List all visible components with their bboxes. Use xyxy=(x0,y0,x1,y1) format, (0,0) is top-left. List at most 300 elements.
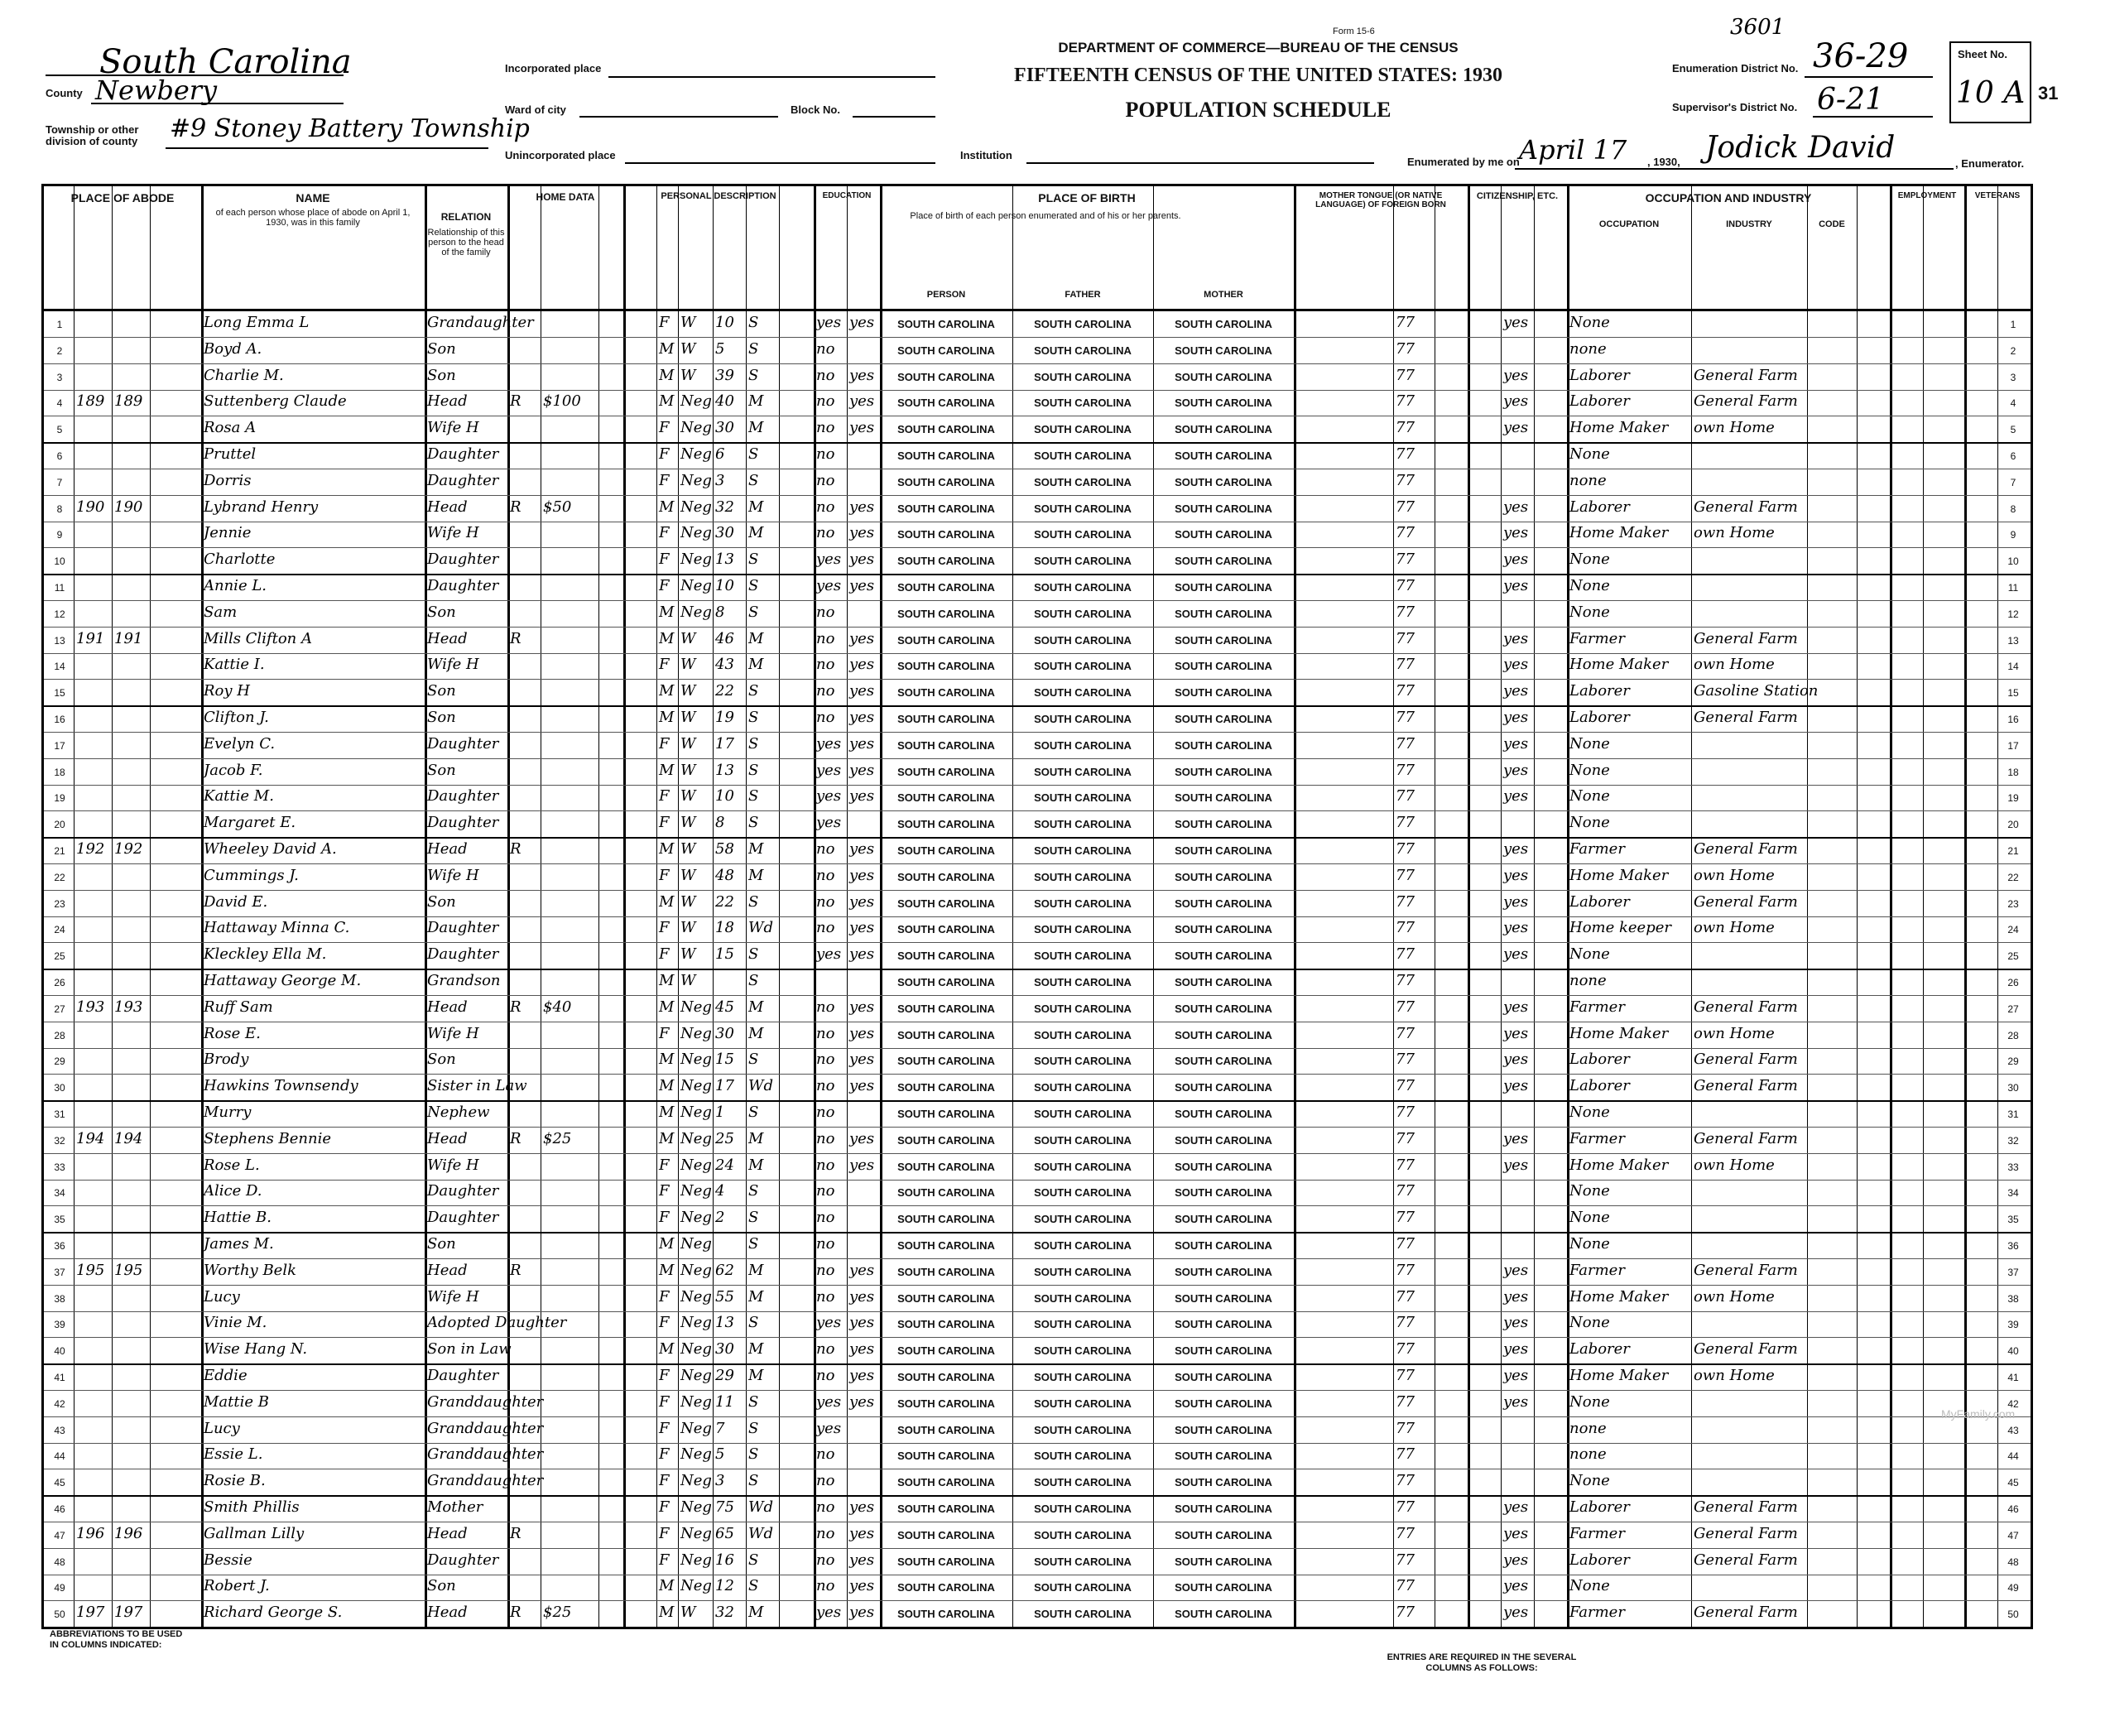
cell-sex: M xyxy=(659,498,675,516)
cell-age: 17 xyxy=(715,734,734,753)
cell-occ: None xyxy=(1569,761,1610,779)
cell-eng: yes xyxy=(1503,787,1529,805)
cell-pob: SOUTH CAROLINA xyxy=(897,738,995,752)
cell-eng: yes xyxy=(1503,919,1529,937)
header-industry: INDUSTRY xyxy=(1726,219,1772,229)
cell-mpob: SOUTH CAROLINA xyxy=(1175,660,1272,673)
cell-ind: General Farm xyxy=(1694,1498,1798,1516)
cell-fpob: SOUTH CAROLINA xyxy=(1034,1581,1132,1594)
header-citizenship: CITIZENSHIP, ETC. xyxy=(1476,191,1559,201)
cell-eng: yes xyxy=(1503,1024,1529,1042)
cell-ms: M xyxy=(748,656,764,674)
cell-line-number-right: 41 xyxy=(2007,1372,2019,1383)
cell-age: 29 xyxy=(715,1367,734,1384)
cell-code: 77 xyxy=(1396,761,1415,779)
cell-mpob: SOUTH CAROLINA xyxy=(1175,791,1272,805)
cell-ms: S xyxy=(748,787,759,805)
cell-age: 30 xyxy=(715,1024,734,1042)
cell-line-number-right: 35 xyxy=(2007,1214,2019,1226)
cell-sex: F xyxy=(659,1287,670,1306)
cell-line-number-right: 22 xyxy=(2007,871,2019,883)
cell-code: 77 xyxy=(1396,1392,1415,1411)
cell-age: 46 xyxy=(715,629,734,647)
department-title: DEPARTMENT OF COMMERCE—BUREAU OF THE CENSUS xyxy=(1058,40,1459,55)
cell-ms: S xyxy=(748,1182,759,1200)
cell-dw: 197 xyxy=(76,1604,105,1622)
cell-code: 77 xyxy=(1396,945,1415,964)
cell-eng: yes xyxy=(1503,892,1529,911)
sheet-side: 31 xyxy=(2038,83,2059,103)
cell-line-number-right: 12 xyxy=(2007,608,2019,620)
cell-school: no xyxy=(816,1182,835,1200)
cell-n: 25 xyxy=(54,950,65,963)
cell-ind: General Farm xyxy=(1694,1604,1798,1622)
table-row xyxy=(44,1363,2031,1391)
cell-rel: Grandson xyxy=(427,972,501,989)
cell-school: yes xyxy=(816,945,842,964)
cell-line-number-right: 14 xyxy=(2007,661,2019,673)
cell-line-number-right: 15 xyxy=(2007,687,2019,700)
cell-name: Worthy Belk xyxy=(204,1261,296,1279)
cell-pob: SOUTH CAROLINA xyxy=(897,528,995,541)
cell-ms: S xyxy=(748,603,759,621)
ed-label: Enumeration District No. xyxy=(1672,62,1799,75)
cell-race: Neg xyxy=(680,1261,712,1279)
cell-read: yes xyxy=(849,682,875,700)
cell-n: 35 xyxy=(54,1214,65,1226)
cell-school: no xyxy=(816,445,835,463)
cell-age: 62 xyxy=(715,1261,734,1279)
cell-race: Neg xyxy=(680,1051,712,1069)
cell-n: 33 xyxy=(54,1161,65,1173)
cell-eng: yes xyxy=(1503,419,1529,437)
cell-age: 65 xyxy=(715,1524,734,1542)
cell-mpob: SOUTH CAROLINA xyxy=(1175,976,1272,988)
cell-name: Wheeley David A. xyxy=(204,840,337,858)
cell-age: 16 xyxy=(715,1551,734,1569)
cell-name: Jacob F. xyxy=(204,761,263,779)
cell-fam: 189 xyxy=(114,392,143,411)
cell-home: R xyxy=(510,629,521,647)
incorporated-underline xyxy=(608,76,935,78)
cell-ind: General Farm xyxy=(1694,709,1798,726)
cell-code: 77 xyxy=(1396,1156,1415,1174)
cell-code: 77 xyxy=(1396,498,1415,516)
cell-rel: Son xyxy=(427,1235,456,1253)
cell-pob: SOUTH CAROLINA xyxy=(897,370,995,383)
cell-school: no xyxy=(816,1156,835,1174)
cell-pob: SOUTH CAROLINA xyxy=(897,581,995,594)
table-row xyxy=(44,810,2031,839)
cell-fpob: SOUTH CAROLINA xyxy=(1034,1503,1132,1515)
cell-line-number-right: 27 xyxy=(2007,1003,2019,1015)
cell-read: yes xyxy=(849,498,875,516)
cell-race: Neg xyxy=(680,603,712,621)
cell-n: 22 xyxy=(54,871,65,883)
cell-race: W xyxy=(680,682,696,700)
cell-ms: S xyxy=(748,1314,759,1332)
cell-age: 25 xyxy=(715,1129,734,1147)
cell-n: 49 xyxy=(54,1582,65,1594)
cell-name: Brody xyxy=(204,1051,249,1069)
cell-race: Neg xyxy=(680,1182,712,1200)
cell-line-number-right: 16 xyxy=(2007,714,2019,725)
cell-occ: Laborer xyxy=(1569,1498,1630,1516)
cell-read: yes xyxy=(849,366,875,384)
cell-n: 11 xyxy=(54,582,65,594)
cell-sex: F xyxy=(659,314,670,331)
cell-code: 77 xyxy=(1396,709,1415,726)
cell-race: W xyxy=(680,339,696,358)
cell-ind: General Farm xyxy=(1694,998,1798,1016)
cell-age: 3 xyxy=(715,471,725,489)
cell-sex: F xyxy=(659,1182,670,1200)
cell-occ: Laborer xyxy=(1569,892,1630,911)
cell-ind: General Farm xyxy=(1694,892,1798,911)
cell-rel: Mother xyxy=(427,1498,483,1516)
cell-school: yes xyxy=(816,1419,842,1437)
cell-pob: SOUTH CAROLINA xyxy=(897,1028,995,1041)
table-row xyxy=(44,1337,2031,1365)
cell-fam: 196 xyxy=(114,1524,143,1542)
cell-pob: SOUTH CAROLINA xyxy=(897,1608,995,1621)
cell-ms: S xyxy=(748,1577,759,1595)
cell-eng: yes xyxy=(1503,1498,1529,1516)
table-row xyxy=(44,916,2031,943)
cell-fpob: SOUTH CAROLINA xyxy=(1034,950,1132,963)
cell-name: Stephens Bennie xyxy=(204,1129,332,1147)
header-relation-desc: Relationship of this person to the head of the family xyxy=(427,228,505,257)
cell-ind: General Farm xyxy=(1694,366,1798,384)
cell-age: 12 xyxy=(715,1577,734,1595)
cell-ms: M xyxy=(748,1024,764,1042)
cell-line-number-right: 49 xyxy=(2007,1582,2019,1594)
cell-n: 2 xyxy=(56,344,63,357)
cell-read: yes xyxy=(849,656,875,674)
cell-name: Sam xyxy=(204,603,238,621)
cell-name: Boyd A. xyxy=(204,339,262,358)
cell-age: 17 xyxy=(715,1077,734,1095)
cell-n: 12 xyxy=(54,608,65,620)
header-code: CODE xyxy=(1819,219,1845,229)
cell-occ: Home Maker xyxy=(1569,1024,1669,1042)
cell-eng: yes xyxy=(1503,1604,1529,1622)
cell-race: Neg xyxy=(680,1498,712,1516)
cell-age: 13 xyxy=(715,1314,734,1332)
cell-ms: M xyxy=(748,840,764,858)
cell-mpob: SOUTH CAROLINA xyxy=(1175,1503,1272,1515)
table-row xyxy=(44,547,2031,575)
cell-line-number-right: 20 xyxy=(2007,819,2019,831)
cell-sex: M xyxy=(659,972,675,989)
cell-rel: Granddaughter xyxy=(427,1392,544,1411)
cell-val: $25 xyxy=(543,1604,572,1622)
cell-occ: Farmer xyxy=(1569,629,1625,647)
cell-sex: M xyxy=(659,1129,675,1147)
cell-eng: yes xyxy=(1503,761,1529,779)
cell-occ: none xyxy=(1569,471,1607,489)
cell-school: no xyxy=(816,366,835,384)
cell-pob: SOUTH CAROLINA xyxy=(897,713,995,725)
table-row xyxy=(44,1100,2031,1128)
cell-name: Mattie B xyxy=(204,1392,269,1411)
cell-ms: M xyxy=(748,498,764,516)
cell-rel: Daughter xyxy=(427,1367,499,1384)
cell-fpob: SOUTH CAROLINA xyxy=(1034,1160,1132,1173)
cell-age: 7 xyxy=(715,1419,725,1437)
cell-pob: SOUTH CAROLINA xyxy=(897,1397,995,1410)
cell-line-number-right: 30 xyxy=(2007,1082,2019,1094)
cell-occ: None xyxy=(1569,945,1610,964)
cell-rel: Son xyxy=(427,709,456,726)
cell-read: yes xyxy=(849,1498,875,1516)
cell-ms: M xyxy=(748,866,764,884)
cell-mpob: SOUTH CAROLINA xyxy=(1175,1318,1272,1331)
cell-school: no xyxy=(816,419,835,437)
cell-mpob: SOUTH CAROLINA xyxy=(1175,844,1272,857)
cell-eng: yes xyxy=(1503,1524,1529,1542)
cell-read: yes xyxy=(849,551,875,569)
cell-eng: yes xyxy=(1503,1287,1529,1306)
cell-ind: own Home xyxy=(1694,419,1775,437)
cell-code: 77 xyxy=(1396,1367,1415,1384)
cell-fpob: SOUTH CAROLINA xyxy=(1034,318,1132,330)
cell-age: 11 xyxy=(715,1392,734,1411)
ed-value: 36-29 xyxy=(1813,37,1909,75)
cell-school: no xyxy=(816,709,835,726)
cell-fam: 194 xyxy=(114,1129,143,1147)
cell-n: 28 xyxy=(54,1029,65,1041)
cell-race: Neg xyxy=(680,1024,712,1042)
table-row xyxy=(44,521,2031,548)
cell-mpob: SOUTH CAROLINA xyxy=(1175,1108,1272,1120)
cell-school: no xyxy=(816,1524,835,1542)
cell-mpob: SOUTH CAROLINA xyxy=(1175,528,1272,541)
cell-home: R xyxy=(510,1261,521,1279)
block-label: Block No. xyxy=(791,103,840,116)
cell-mpob: SOUTH CAROLINA xyxy=(1175,1555,1272,1568)
cell-pob: SOUTH CAROLINA xyxy=(897,502,995,515)
cell-n: 14 xyxy=(54,661,65,673)
cell-n: 36 xyxy=(54,1240,65,1252)
cell-line-number-right: 34 xyxy=(2007,1187,2019,1200)
cell-read: yes xyxy=(849,1156,875,1174)
cell-name: Clifton J. xyxy=(204,709,269,726)
cell-mpob: SOUTH CAROLINA xyxy=(1175,502,1272,515)
cell-occ: Home Maker xyxy=(1569,866,1669,884)
cell-sex: F xyxy=(659,1392,670,1411)
cell-school: no xyxy=(816,998,835,1016)
header-personal: PERSONAL DESCRIPTION xyxy=(661,191,776,201)
cell-mpob: SOUTH CAROLINA xyxy=(1175,1476,1272,1489)
cell-ind: Gasoline Station xyxy=(1694,682,1819,700)
cell-race: W xyxy=(680,945,696,964)
table-row xyxy=(44,890,2031,917)
cell-name: David E. xyxy=(204,892,268,911)
table-row xyxy=(44,1285,2031,1312)
cell-school: no xyxy=(816,892,835,911)
cell-age: 30 xyxy=(715,524,734,542)
cell-sex: F xyxy=(659,734,670,753)
cell-age: 39 xyxy=(715,366,734,384)
cell-school: no xyxy=(816,603,835,621)
cell-n: 7 xyxy=(56,476,63,488)
cell-school: no xyxy=(816,1051,835,1069)
cell-n: 48 xyxy=(54,1556,65,1568)
cell-n: 1 xyxy=(56,319,63,330)
cell-school: no xyxy=(816,1209,835,1227)
township-value: #9 Stoney Battery Township xyxy=(170,114,530,143)
cell-school: no xyxy=(816,866,835,884)
cell-race: W xyxy=(680,787,696,805)
cell-home: R xyxy=(510,1604,521,1622)
cell-name: Dorris xyxy=(204,471,252,489)
cell-dw: 194 xyxy=(76,1129,105,1147)
cell-rel: Son xyxy=(427,1577,456,1595)
cell-sex: F xyxy=(659,1524,670,1542)
cell-sex: M xyxy=(659,840,675,858)
table-row xyxy=(44,1469,2031,1497)
cell-age: 5 xyxy=(715,1445,725,1464)
cell-code: 77 xyxy=(1396,1551,1415,1569)
cell-occ: Laborer xyxy=(1569,366,1630,384)
cell-race: Neg xyxy=(680,471,712,489)
watermark: MyFamily.com xyxy=(1941,1407,2016,1421)
cell-name: Evelyn C. xyxy=(204,734,276,753)
cell-school: no xyxy=(816,1261,835,1279)
footer-instructions xyxy=(41,1629,2028,1712)
county-underline xyxy=(91,103,344,104)
cell-rel: Daughter xyxy=(427,471,499,489)
cell-pob: SOUTH CAROLINA xyxy=(897,1423,995,1436)
cell-rel: Wife H xyxy=(427,866,479,884)
cell-eng: yes xyxy=(1503,629,1529,647)
cell-pob: SOUTH CAROLINA xyxy=(897,1528,995,1541)
cell-ms: Wd xyxy=(748,919,774,937)
cell-eng: yes xyxy=(1503,1392,1529,1411)
cell-rel: Head xyxy=(427,1604,468,1622)
table-row xyxy=(44,363,2031,391)
cell-n: 39 xyxy=(54,1319,65,1331)
sd-underline xyxy=(1813,116,1933,118)
cell-mpob: SOUTH CAROLINA xyxy=(1175,897,1272,910)
cell-fpob: SOUTH CAROLINA xyxy=(1034,976,1132,988)
cell-fpob: SOUTH CAROLINA xyxy=(1034,581,1132,594)
cell-ms: S xyxy=(748,734,759,753)
cell-sex: F xyxy=(659,1314,670,1332)
cell-school: no xyxy=(816,339,835,358)
cell-line-number-right: 6 xyxy=(2010,450,2016,462)
cell-sex: M xyxy=(659,892,675,911)
cell-n: 27 xyxy=(54,1003,65,1015)
cell-school: yes xyxy=(816,787,842,805)
cell-line-number-right: 28 xyxy=(2007,1029,2019,1041)
cell-sex: M xyxy=(659,339,675,358)
cell-occ: Farmer xyxy=(1569,1524,1625,1542)
table-row xyxy=(44,863,2031,891)
cell-school: no xyxy=(816,1498,835,1516)
census-title: FIFTEENTH CENSUS OF THE UNITED STATES: 1930 xyxy=(1014,65,1502,86)
cell-rel: Son xyxy=(427,682,456,700)
cell-fpob: SOUTH CAROLINA xyxy=(1034,713,1132,725)
cell-race: W xyxy=(680,709,696,726)
cell-pob: SOUTH CAROLINA xyxy=(897,1344,995,1358)
cell-name: Pruttel xyxy=(204,445,257,463)
cell-sex: F xyxy=(659,787,670,805)
cell-fpob: SOUTH CAROLINA xyxy=(1034,1397,1132,1410)
cell-mpob: SOUTH CAROLINA xyxy=(1175,738,1272,752)
county-value: Newbery xyxy=(95,75,218,106)
cell-name: Hawkins Townsendy xyxy=(204,1077,358,1095)
cell-rel: Son xyxy=(427,1051,456,1069)
cell-ind: own Home xyxy=(1694,1367,1775,1384)
cell-rel: Head xyxy=(427,1129,468,1147)
cell-age: 40 xyxy=(715,392,734,411)
cell-line-number-right: 1 xyxy=(2010,319,2016,330)
cell-race: Neg xyxy=(680,1156,712,1174)
cell-fpob: SOUTH CAROLINA xyxy=(1034,528,1132,541)
table-row xyxy=(44,1416,2031,1444)
cell-ind: General Farm xyxy=(1694,1051,1798,1069)
cell-sex: F xyxy=(659,1209,670,1227)
cell-line-number-right: 31 xyxy=(2007,1108,2019,1120)
cell-sex: F xyxy=(659,471,670,489)
cell-ms: S xyxy=(748,814,759,832)
cell-occ: Home Maker xyxy=(1569,419,1669,437)
cell-pob: SOUTH CAROLINA xyxy=(897,1239,995,1252)
cell-name: Gallman Lilly xyxy=(204,1524,305,1542)
cell-ind: General Farm xyxy=(1694,498,1798,516)
cell-sex: M xyxy=(659,392,675,411)
cell-mpob: SOUTH CAROLINA xyxy=(1175,713,1272,725)
cell-pob: SOUTH CAROLINA xyxy=(897,633,995,647)
cell-ind: own Home xyxy=(1694,1287,1775,1306)
table-row xyxy=(44,389,2031,416)
cell-sex: M xyxy=(659,682,675,700)
header-name: NAME xyxy=(296,191,330,204)
cell-ind: General Farm xyxy=(1694,392,1798,411)
cell-occ: Laborer xyxy=(1569,498,1630,516)
cell-ind: General Farm xyxy=(1694,1129,1798,1147)
cell-race: Neg xyxy=(680,1340,712,1359)
table-row xyxy=(44,652,2031,680)
cell-school: no xyxy=(816,1472,835,1490)
cell-school: no xyxy=(816,498,835,516)
cell-pob: SOUTH CAROLINA xyxy=(897,607,995,620)
enumerated-label: Enumerated by me on xyxy=(1407,156,1520,168)
cell-line-number-right: 25 xyxy=(2007,950,2019,963)
cell-mpob: SOUTH CAROLINA xyxy=(1175,1371,1272,1383)
cell-fpob: SOUTH CAROLINA xyxy=(1034,502,1132,515)
cell-pob: SOUTH CAROLINA xyxy=(897,1081,995,1094)
cell-sex: M xyxy=(659,366,675,384)
cell-pob: SOUTH CAROLINA xyxy=(897,1160,995,1173)
cell-line-number-right: 29 xyxy=(2007,1056,2019,1068)
cell-n: 38 xyxy=(54,1292,65,1305)
cell-name: Robert J. xyxy=(204,1577,270,1595)
cell-fpob: SOUTH CAROLINA xyxy=(1034,633,1132,647)
sheet-box xyxy=(1949,41,2031,123)
cell-ms: S xyxy=(748,1392,759,1411)
cell-n: 29 xyxy=(54,1056,65,1068)
cell-val: $50 xyxy=(543,498,572,516)
table-row xyxy=(44,679,2031,707)
cell-home: R xyxy=(510,498,521,516)
cell-rel: Daughter xyxy=(427,1209,499,1227)
cell-occ: None xyxy=(1569,787,1610,805)
cell-n: 24 xyxy=(54,924,65,936)
cell-pob: SOUTH CAROLINA xyxy=(897,1265,995,1278)
